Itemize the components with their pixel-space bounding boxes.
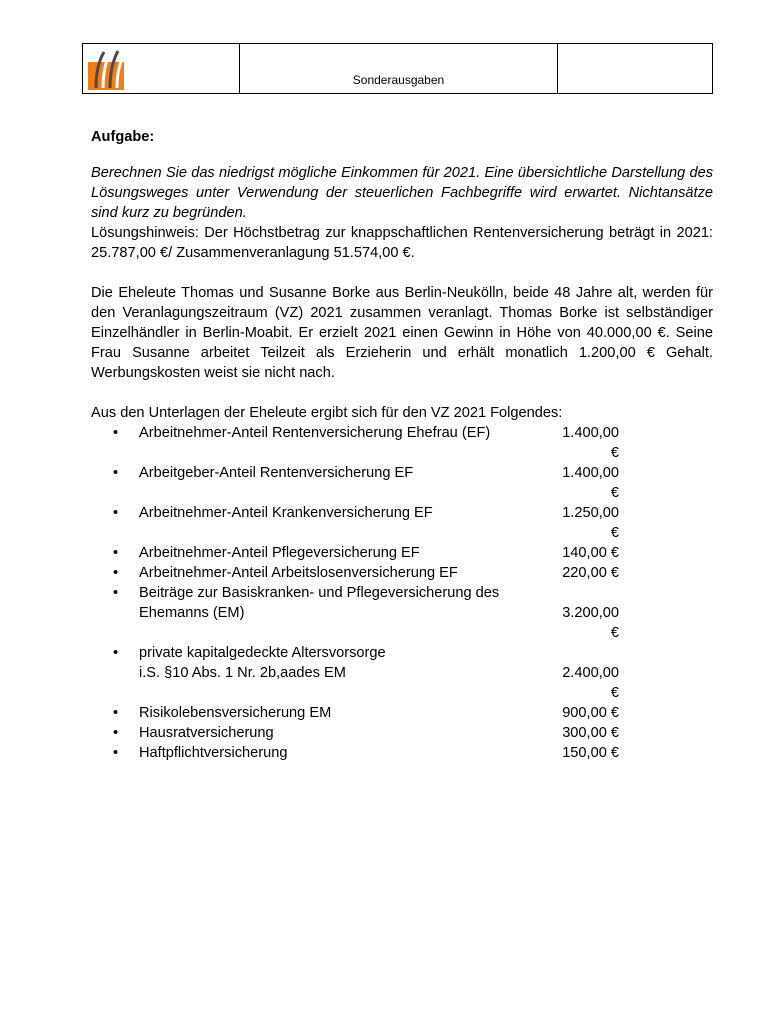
- item-amount: 140,00 €: [562, 545, 619, 561]
- solution-hint: Lösungshinweis: Der Höchstbetrag zur knappschaftlichen Rentenversicherung beträgt in 2021: 25.787,00 €/ Zusammenveranlagung 51.574,00 €.: [91, 225, 713, 261]
- item-amount: 300,00 €: [562, 725, 619, 741]
- bullet-icon: [91, 583, 139, 603]
- list-intro: Aus den Unterlagen der Eheleute ergibt sich für den VZ 2021 Folgendes:: [91, 405, 563, 421]
- item-label: Arbeitnehmer-Anteil Krankenversicherung EF: [139, 505, 433, 521]
- task-heading: Aufgabe:: [91, 129, 155, 145]
- item-label: Beiträge zur Basiskranken- und Pflegeversicherung des: [139, 585, 500, 601]
- header-title: Sonderausgaben: [352, 73, 445, 87]
- item-label: Arbeitgeber-Anteil Rentenversicherung EF: [139, 465, 414, 481]
- case-description: Die Eheleute Thomas und Susanne Borke aus Berlin-Neukölln, beide 48 Jahre alt, werden für den Veranlagungszeitraum (VZ) 2021 zusammen veranlagt. Thomas Borke ist selbständiger Einzelhändler in Berlin-Moabit. Er erzielt 2021 einen Gewinn in Höhe von 40.000,00 €. Seine Frau Susanne arbeitet Teilzeit als Erzieherin und erhält monatlich 1.200,00 € Gehalt. Werbungskosten weist sie nicht nach.: [91, 285, 713, 381]
- bullet-icon: [91, 563, 139, 583]
- list-item: [91, 423, 713, 463]
- header-empty-cell: [558, 44, 712, 93]
- bullet-icon: [91, 743, 139, 763]
- item-amount: 3.200,00 €: [562, 605, 619, 641]
- list-item: [91, 743, 713, 763]
- item-label: Arbeitnehmer-Anteil Rentenversicherung Ehefrau (EF): [139, 425, 491, 441]
- list-item: [91, 583, 713, 603]
- item-amount: 1.400,00 €: [562, 465, 619, 501]
- item-amount: 220,00 €: [562, 565, 619, 581]
- bullet-icon: [91, 543, 139, 563]
- bullet-icon: [91, 723, 139, 743]
- bullet-icon: [91, 423, 139, 463]
- logo-icon: [88, 48, 128, 92]
- bullet-icon: [91, 643, 139, 663]
- bullet-icon: [91, 503, 139, 543]
- item-label: Ehemanns (EM): [139, 605, 245, 621]
- item-amount: 2.400,00 €: [562, 665, 619, 701]
- item-amount: 1.250,00 €: [562, 505, 619, 541]
- item-label: Risikolebensversicherung EM: [139, 705, 332, 721]
- header-table: [82, 43, 713, 94]
- list-item: [91, 703, 713, 723]
- document-body: [91, 127, 713, 763]
- list-item: [91, 503, 713, 543]
- list-item: [91, 463, 713, 503]
- item-label: Hausratversicherung: [139, 725, 274, 741]
- list-item-continuation: [91, 603, 713, 643]
- task-description: Berechnen Sie das niedrigst mögliche Einkommen für 2021. Eine übersichtliche Darstellung des Lösungsweges unter Verwendung der steuerlichen Fachbegriffe wird erwartet. Nichtansätze sind kurz zu begründen.: [91, 165, 713, 221]
- item-amount: 900,00 €: [562, 705, 619, 721]
- list-item: [91, 563, 713, 583]
- item-label: Arbeitnehmer-Anteil Arbeitslosenversicherung EF: [139, 565, 458, 581]
- logo-cell: [83, 44, 240, 93]
- list-item: [91, 723, 713, 743]
- item-label: Haftpflichtversicherung: [139, 745, 288, 761]
- item-label: Arbeitnehmer-Anteil Pflegeversicherung EF: [139, 545, 420, 561]
- item-amount: 150,00 €: [562, 745, 619, 761]
- bullet-icon: [91, 703, 139, 723]
- header-title-cell: [240, 44, 558, 93]
- item-label: i.S. §10 Abs. 1 Nr. 2b,aades EM: [139, 665, 346, 681]
- list-item-continuation: [91, 663, 713, 703]
- expense-list: [91, 423, 713, 763]
- item-amount: 1.400,00 €: [562, 425, 619, 461]
- item-label: private kapitalgedeckte Altersvorsorge: [139, 645, 386, 661]
- list-item: [91, 643, 713, 663]
- bullet-icon: [91, 463, 139, 503]
- list-item: [91, 543, 713, 563]
